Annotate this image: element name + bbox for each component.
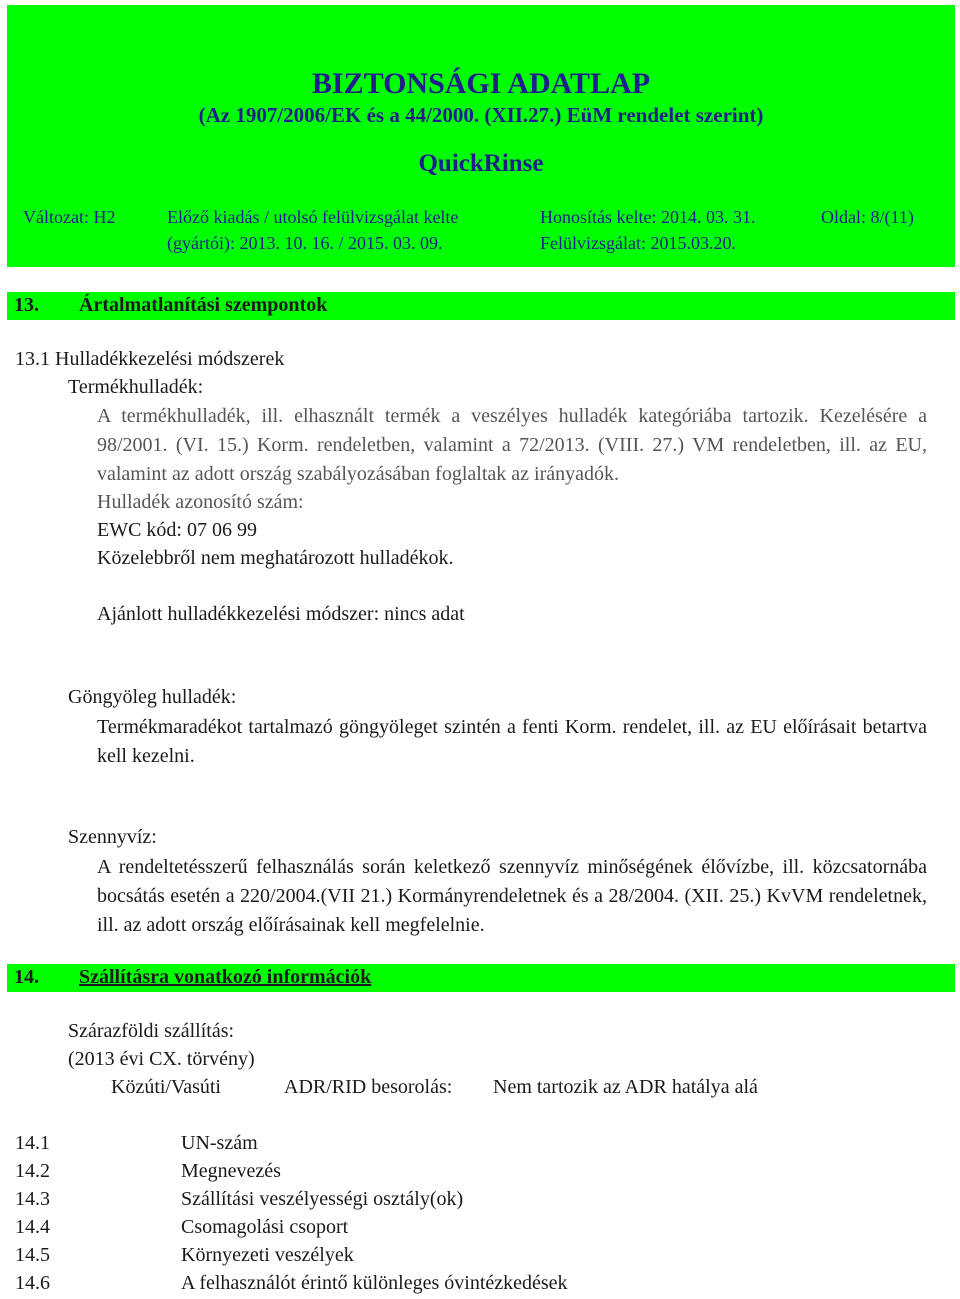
- page-number: Oldal: 8/(11): [821, 207, 914, 227]
- previous-edition-line1: Előző kiadás / utolsó felülvizsgálat kelte: [167, 207, 459, 227]
- road-rail-label: Közúti/Vasúti: [111, 1076, 221, 1098]
- recommended-method: Ajánlott hulladékkezelési módszer: nincs adat: [97, 603, 465, 625]
- item-number: 14.1: [15, 1132, 50, 1154]
- product-waste-label: Termékhulladék:: [68, 376, 204, 398]
- section-14-header: [7, 964, 955, 992]
- section-14-title: Szállításra vonatkozó információk: [79, 966, 372, 988]
- packaging-waste-text: Termékmaradékot tartalmazó göngyöleget szintén a fenti Korm. rendelet, ill. az EU előírásait betartva kell kezelni.: [97, 716, 927, 767]
- product-name: QuickRinse: [418, 150, 544, 177]
- item-label: Csomagolási csoport: [181, 1216, 349, 1238]
- adr-rid-value: Nem tartozik az ADR hatálya alá: [493, 1076, 758, 1098]
- item-number: 14.5: [15, 1244, 50, 1266]
- item-label: UN-szám: [181, 1132, 258, 1154]
- item-number: 14.2: [15, 1160, 50, 1182]
- section-13-number: 13.: [14, 294, 39, 316]
- item-number: 14.3: [15, 1188, 50, 1210]
- ewc-description: Közelebbről nem meghatározott hulladékok.: [97, 547, 454, 569]
- ewc-code: EWC kód: 07 06 99: [97, 519, 257, 541]
- item-number: 14.6: [15, 1272, 50, 1294]
- document-header: [7, 5, 955, 267]
- wastewater-text: A rendeltetésszerű felhasználás során keletkező szennyvíz minőségének élővízbe, ill. közcsatornába bocsátás esetén a 220/2004.(VII 21.) Kormányrendeletnek és a 28/2004. (XII. 25.) KvVM rendeletnek, ill. az adott ország előírásainak kell megfelelnie.: [97, 856, 927, 936]
- version-label: Változat: H2: [23, 207, 116, 227]
- item-label: Megnevezés: [181, 1160, 281, 1182]
- item-label: Környezeti veszélyek: [181, 1244, 354, 1266]
- wastewater-label: Szennyvíz:: [68, 826, 157, 848]
- section-13-title: Ártalmatlanítási szempontok: [79, 294, 328, 316]
- item-number: 14.4: [15, 1216, 50, 1238]
- waste-id-label: Hulladék azonosító szám:: [97, 491, 304, 513]
- document-title: BIZTONSÁGI ADATLAP: [311, 67, 651, 100]
- transport-law: (2013 évi CX. törvény): [68, 1048, 255, 1070]
- validation-date: Honosítás kelte: 2014. 03. 31.: [540, 207, 756, 227]
- land-transport-label: Szárazföldi szállítás:: [68, 1020, 235, 1042]
- section-14-number: 14.: [14, 966, 39, 988]
- item-label: A felhasználót érintő különleges óvintézkedések: [181, 1272, 568, 1294]
- adr-rid-label: ADR/RID besorolás:: [284, 1076, 453, 1098]
- item-label: Szállítási veszélyességi osztály(ok): [181, 1188, 464, 1210]
- section-13-header: [7, 292, 955, 320]
- packaging-waste-label: Göngyöleg hulladék:: [68, 686, 237, 708]
- document-subtitle: (Az 1907/2006/EK és a 44/2000. (XII.27.) EüM rendelet szerint): [198, 103, 764, 127]
- revision-date: Felülvizsgálat: 2015.03.20.: [540, 233, 736, 253]
- product-waste-text: A termékhulladék, ill. elhasznált termék a veszélyes hulladék kategóriába tartozik. Kezelésére a 98/2001. (VI. 15.) Korm. rendeletben, valamint a 72/2013. (VIII. 27.) VM rendeletben, ill. az EU, valamint az adott ország szabályozásában foglaltak az irányadók.: [97, 405, 927, 485]
- subsection-13-1-heading: 13.1 Hulladékkezelési módszerek: [15, 348, 285, 370]
- previous-edition-line2: (gyártói): 2013. 10. 16. / 2015. 03. 09.: [167, 233, 443, 253]
